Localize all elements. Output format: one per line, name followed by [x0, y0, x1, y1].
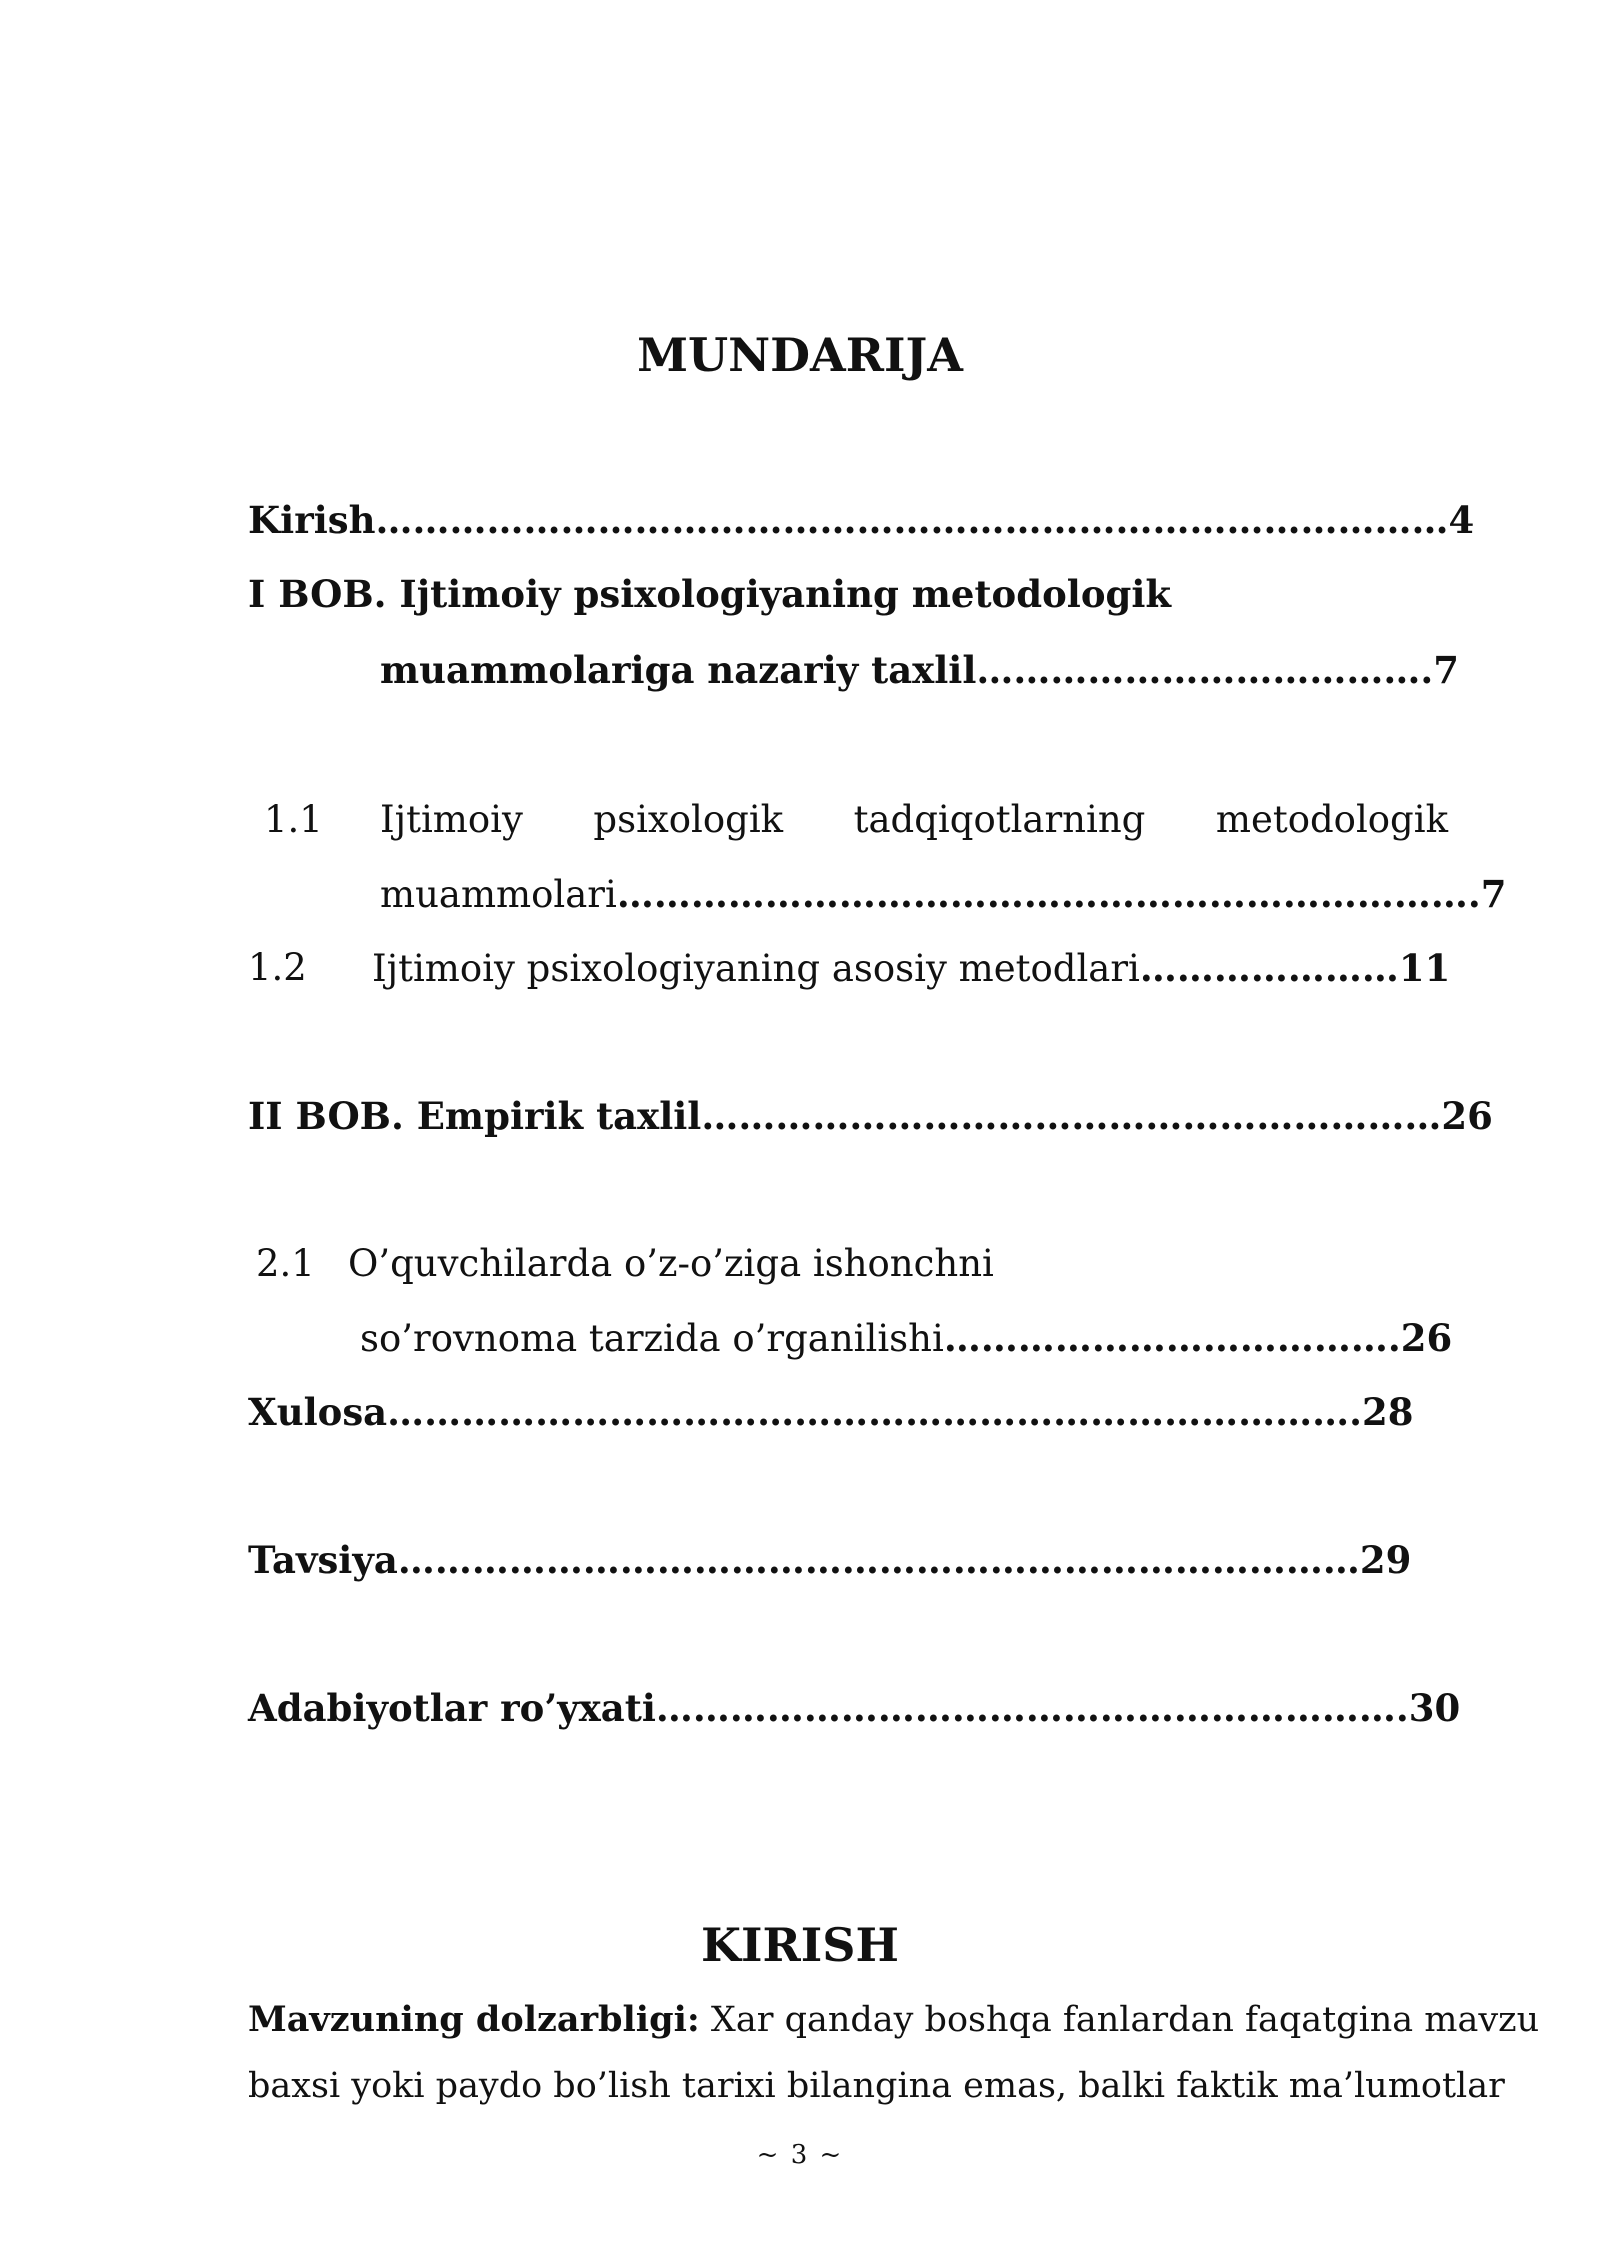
toc-word: psixologik	[593, 798, 784, 841]
toc-page-number: 28	[1362, 1390, 1414, 1434]
toc-page-number: 7	[1480, 872, 1507, 916]
toc-section-number: 2.1	[256, 1242, 315, 1285]
toc-entry-label: so’rovnoma tarzida o’rganilishi	[360, 1317, 944, 1360]
toc-leader-dots: ……………………………….	[943, 1316, 1401, 1360]
toc-section-number: 1.2	[248, 946, 307, 989]
toc-entry-label: Tavsiya	[248, 1538, 398, 1582]
toc-entry-label: muammolariga nazariy taxlil	[380, 648, 977, 692]
toc-entry-label: muammolari	[380, 873, 617, 916]
toc-leader-dots: ……………………………………………………………………………	[375, 498, 1449, 542]
toc-entry-bob1-line2[interactable]	[380, 646, 1459, 694]
toc-leader-dots: …………………………………………………………………….	[387, 1390, 1363, 1434]
toc-title: MUNDARIJA	[637, 328, 963, 382]
toc-entry-adabiyotlar[interactable]	[248, 1684, 1460, 1732]
intro-paragraph-line1	[248, 1996, 1540, 2044]
toc-word: tadqiqotlarning	[853, 798, 1146, 841]
toc-entry-s21-line2[interactable]	[360, 1314, 1452, 1363]
toc-entry-bob2[interactable]	[248, 1092, 1493, 1140]
toc-section-number: 1.1	[264, 798, 323, 841]
toc-entry-s12[interactable]	[372, 944, 1450, 993]
toc-page-number: 7	[1433, 648, 1460, 692]
toc-word: Ijtimoiy	[380, 798, 523, 841]
toc-entry-xulosa[interactable]	[248, 1388, 1414, 1436]
toc-entry-s21-line1[interactable]: O’quvchilarda o’z-o’ziga ishonchni	[348, 1242, 994, 1285]
toc-entry-label: Xulosa	[248, 1390, 388, 1434]
toc-leader-dots: ……………………………………………………	[701, 1094, 1442, 1138]
toc-page-number: 29	[1359, 1538, 1412, 1582]
toc-entry-label: II BOB. Empirik taxlil	[248, 1094, 702, 1138]
toc-entry-s11-line2[interactable]	[380, 870, 1506, 919]
toc-leader-dots: …………………	[1139, 946, 1399, 990]
toc-leader-dots: …………………………………………………………….	[616, 872, 1481, 916]
toc-entry-kirish[interactable]	[248, 496, 1474, 544]
intro-text: Xar qanday boshqa fanlardan faqatgina mavzu	[699, 2000, 1540, 2040]
intro-lead: Mavzuning dolzarbligi:	[248, 1999, 700, 2040]
toc-entry-label: Ijtimoiy psixologiyaning asosiy metodlari	[372, 947, 1140, 990]
toc-leader-dots: ……………………………………………………………………	[397, 1538, 1360, 1582]
toc-entry-label: Kirish	[248, 498, 376, 542]
toc-word: metodologik	[1215, 798, 1448, 841]
toc-page-number: 26	[1441, 1094, 1493, 1138]
toc-page-number: 4	[1448, 498, 1475, 542]
intro-title: KIRISH	[701, 1918, 899, 1972]
toc-page-number: 11	[1398, 946, 1451, 990]
toc-page-number: 26	[1400, 1316, 1453, 1360]
toc-page-number: 30	[1408, 1686, 1461, 1730]
toc-entry-bob1-line1[interactable]: I BOB. Ijtimoiy psixologiyaning metodologik	[248, 572, 1172, 616]
toc-entry-label: Adabiyotlar ro’yxati	[248, 1686, 656, 1730]
toc-leader-dots: …………………………………………………….	[655, 1686, 1409, 1730]
toc-entry-tavsiya[interactable]	[248, 1536, 1411, 1584]
toc-leader-dots: ……………………………….	[976, 648, 1434, 692]
intro-paragraph-line2: baxsi yoki paydo bo’lish tarixi bilangina emas, balki faktik ma’lumotlar	[248, 2066, 1505, 2106]
toc-entry-s11-line1[interactable]	[380, 796, 1448, 844]
page-number: ~ 3 ~	[756, 2140, 844, 2170]
